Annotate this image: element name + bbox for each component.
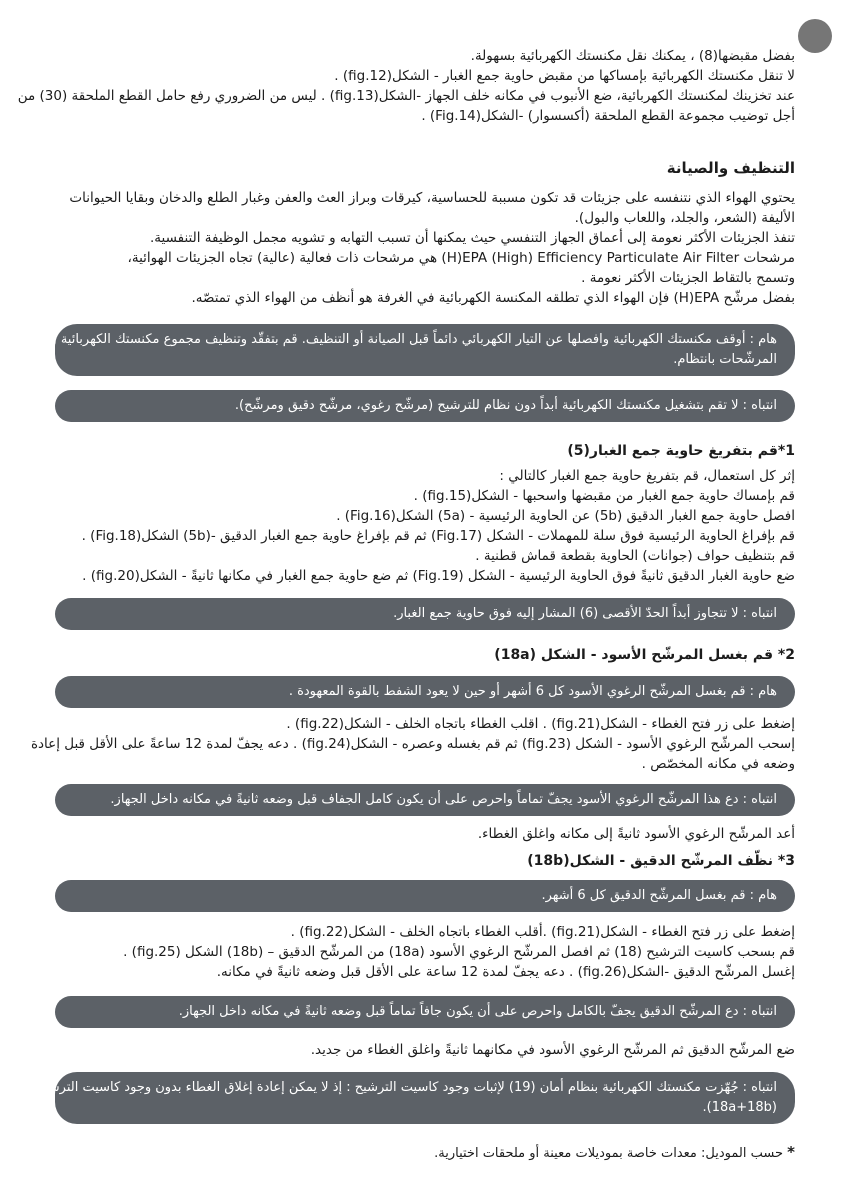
cleaning-maintenance-heading: التنظيف والصيانة (666, 159, 795, 177)
step3-paragraph-line: إغسل المرشّح الدقيق -الشكل(fig.26) . دعه يجفّ لمدة 12 ساعة على الأقل قبل وضعه ثانيةً في مكانه. (216, 964, 795, 980)
air-quality-paragraph (55, 188, 795, 308)
step1-paragraph-line: ضع حاوية الغبار الدقيق ثانيةً فوق الحاوية الرئيسية - الشكل (Fig.19) ثم ضع حاوية جمع الغبار في مكانها ثانيةً - الشكل(fig.20) . (82, 568, 795, 584)
caution-banner-safety-system-line: (18a+18b). (702, 1100, 777, 1115)
caution-banner-dry-fine (55, 996, 795, 1028)
step2-paragraph-line: وضعه في مكانه المخصّص . (641, 756, 795, 772)
step2-paragraph-line: إضغط على زر فتح الغطاء - الشكل(fig.21) . اقلب الغطاء باتجاه الخلف - الشكل(fig.22) . (286, 716, 795, 732)
important-banner-wash-foam-line: هام : قم بغسل المرشّح الرغوي الأسود كل 6 أشهر أو حين لا يعود الشفط بالقوة المعهودة . (288, 684, 777, 699)
caution-banner-safety-system-line: انتباه : جُهّزت مكنستك الكهربائية بنظام أمان (19) لإثبات وجود كاسيت الترشيح : إذ لا يمكن إعادة إغلاق الغطاء بدون وجود كاسيت الترشيح (36, 1080, 777, 1095)
step3-paragraph-line: قم بسحب كاسيت الترشيح (18) ثم افصل المرشّح الرغوي الأسود (18a) من المرشّح الدقيق – (18b) الشكل (fig.25) . (123, 944, 795, 960)
step2-closing-line (55, 824, 795, 844)
caution-banner-dry-fine-line: انتباه : دع المرشّح الدقيق يجفّ بالكامل واحرص على أن يكون جافاً تماماً قبل وضعه ثانيةً في مكانه داخل الجهاز. (178, 1004, 777, 1019)
step1-paragraph (55, 466, 795, 586)
air-quality-paragraph-line: بفضل مرشّح ‎(H)EPA فإن الهواء الذي تطلقه المكنسة الكهربائية في الغرفة هو أنظف من الهواء الذي تمتصّه. (191, 290, 795, 306)
important-banner-wash-fine-line: هام : قم بغسل المرشّح الدقيق كل 6 أشهر. (541, 888, 777, 903)
page-corner-dot (798, 19, 832, 53)
air-quality-paragraph-line: مرشحات ‎(H)EPA (High) Efficiency Particulate Air Filter هي مرشحات ذات فعالية (عالية) تجاه الجزيئات الهوائية، (127, 250, 795, 266)
transport-paragraph-line: عند تخزينك لمكنستك الكهربائية، ضع الأنبوب في مكانه خلف الجهاز -الشكل(fig.13) . ليس من الضروري رفع حامل القطع الملحقة (30) من (17, 88, 795, 104)
caution-banner-dry-foam (55, 784, 795, 816)
step3-heading: 3* نظّف المرشّح الدقيق - الشكل(18b) (527, 853, 795, 869)
air-quality-paragraph-line: يحتوي الهواء الذي نتنفسه على جزيئات قد تكون مسببة للحساسية، كيرقات وبراز العث والعفن وغبار الطلع والدخان وبقايا الحيوانات (69, 190, 795, 206)
important-banner-wash-foam (55, 676, 795, 708)
caution-banner-dry-foam-line: انتباه : دع هذا المرشّح الرغوي الأسود يجفّ تماماً واحرص على أن يكون كامل الجفاف قبل وضعه ثانيةً في مكانه داخل الجهاز. (110, 792, 777, 807)
step3-closing-line (55, 1040, 795, 1060)
step2-paragraph-line: إسحب المرشّح الرغوي الأسود - الشكل (fig.23) ثم قم بغسله وعصره - الشكل(fig.24) . دعه يجفّ لمدة 12 ساعةً على الأقل قبل إعادة (30, 736, 795, 752)
transport-paragraph-line: بفضل مقبضها(8) ، يمكنك نقل مكنستك الكهربائية بسهولة. (470, 48, 795, 64)
footnote-text: حسب الموديل: معدات خاصة بموديلات معينة أو ملحقات اختيارية. (434, 1146, 788, 1161)
step1-paragraph-line: قم بإفراغ الحاوية الرئيسية فوق سلة للمهملات - الشكل (Fig.17) ثم قم بإفراغ حاوية جمع الغبار الدقيق -(5b) الشكل(Fig.18) . (81, 528, 795, 544)
transport-paragraph (17, 46, 795, 126)
step2-closing-line-line: أعد المرشّح الرغوي الأسود ثانيةً إلى مكانه واغلق الغطاء. (477, 826, 795, 842)
caution-banner-filters-line: انتباه : لا تقم بتشغيل مكنستك الكهربائية أبداً دون نظام للترشيح (مرشّح رغوي، مرشّح دقيق ومرشّح). (234, 398, 777, 413)
step3-paragraph (55, 922, 795, 982)
important-banner-wash-fine (55, 880, 795, 912)
step2-heading: 2* قم بغسل المرشّح الأسود - الشكل (18a) (494, 647, 795, 663)
caution-banner-filters (55, 390, 795, 422)
footnote-asterisk: * (787, 1143, 795, 1161)
step1-paragraph-line: افصل حاوية جمع الغبار الدقيق (5b) عن الحاوية الرئيسية - (5a) الشكل(Fig.16) . (336, 508, 795, 524)
air-quality-paragraph-line: وتسمح بالتقاط الجزيئات الأكثر نعومة . (581, 270, 795, 286)
step3-paragraph-line: إضغط على زر فتح الغطاء - الشكل(fig.21) .أقلب الغطاء باتجاه الخلف - الشكل(fig.22) . (290, 924, 795, 940)
transport-paragraph-line: أجل توضيب مجموعة القطع الملحقة (أكسسوار) -الشكل(Fig.14) . (421, 108, 795, 124)
step1-paragraph-line: إثر كل استعمال، قم بتفريغ حاوية جمع الغبار كالتالي : (499, 468, 795, 484)
air-quality-paragraph-line: تنفذ الجزيئات الأكثر نعومة إلى أعماق الجهاز التنفسي حيث يمكنها أن تسبب التهابه و تشويه مجمل الوظيفة التنفسية. (149, 230, 795, 246)
step3-closing-line-line: ضع المرشّح الدقيق ثم المرشّح الرغوي الأسود في مكانهما ثانيةً واغلق الغطاء من جديد. (310, 1042, 795, 1058)
important-banner-unplug-line: المرشّحات بانتظام. (673, 352, 777, 367)
step1-paragraph-line: قم بإمساك حاوية جمع الغبار من مقبضها واسحبها - الشكل(fig.15) . (413, 488, 795, 504)
step1-paragraph-line: قم بتنظيف حواف (جوانات) الحاوية بقطعة قماش قطنية . (475, 548, 795, 564)
step2-paragraph (30, 714, 795, 774)
manual-page-body (17, 46, 795, 1164)
caution-banner-max-level-line: انتباه : لا تتجاوز أبداً الحدّ الأقصى (6) المشار إليه فوق حاوية جمع الغبار. (393, 606, 777, 621)
caution-banner-safety-system (36, 1072, 795, 1124)
transport-paragraph-line: لا تنقل مكنستك الكهربائية بإمساكها من مقبض حاوية جمع الغبار - الشكل(fig.12) . (334, 68, 795, 84)
important-banner-unplug-line: هام : أوقف مكنستك الكهربائية وافصلها عن التيار الكهربائي دائماً قبل الصيانة أو التنظيف. قم بتفقّد وتنظيف مجموع مكنستك الكهربائية و كافة (22, 332, 777, 347)
caution-banner-max-level (55, 598, 795, 630)
air-quality-paragraph-line: الأليفة (الشعر، والجلد، واللعاب والبول). (574, 210, 795, 226)
model-footnote (55, 1142, 795, 1164)
step1-heading: 1*قم بتفريغ حاوية جمع الغبار(5) (567, 443, 795, 459)
important-banner-unplug (22, 324, 795, 376)
